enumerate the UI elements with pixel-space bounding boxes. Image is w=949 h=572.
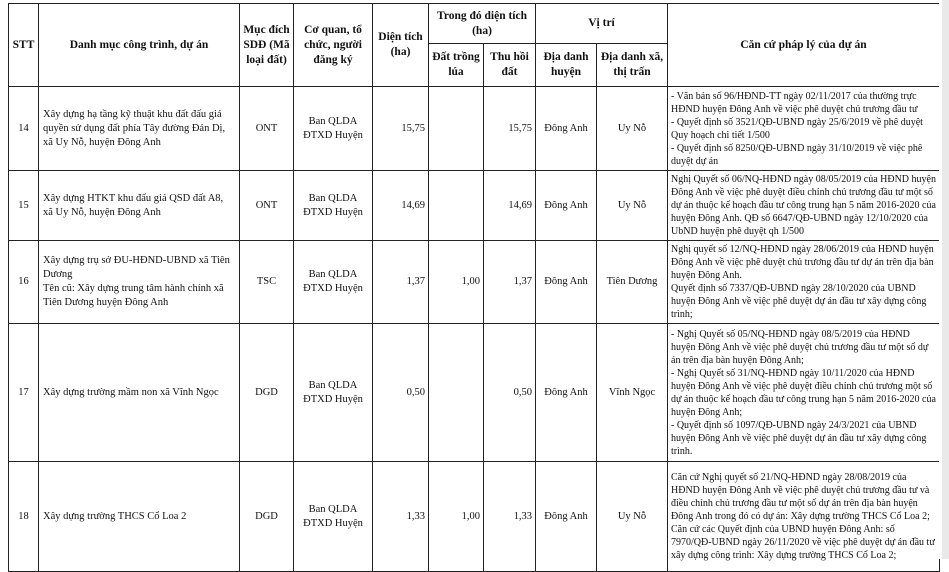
cell-stt: 15 xyxy=(9,171,39,241)
header-purpose: Mục đích SDĐ (Mã loại đất) xyxy=(240,4,294,87)
legal-line: - Nghị Quyết số 31/NQ-HĐND ngày 10/11/2020 của HĐND huyện Đông Anh về việc phê duyệt điều chỉnh chủ trương một số dự án thuộc kế hoạch đầu tư công trung hạn 5 năm 2016-2020 của huyện Đông Anh; xyxy=(671,367,936,418)
project-table xyxy=(8,3,940,572)
header-location-group: Vị trí xyxy=(536,4,668,44)
cell-project: Xây dựng trường THCS Cổ Loa 2 xyxy=(39,462,240,572)
cell-project: Xây dựng trường mầm non xã Vĩnh Ngọc xyxy=(39,324,240,462)
legal-line: Căn cứ các Quyết định của UBND huyện Đông Anh: số 7970/QĐ-UBND ngày 26/11/2020 về việc phê duyệt dự án đầu tư xây dựng công trình: Xây dựng trường THCS Cổ Loa 2; xyxy=(671,524,935,561)
legal-line: Quyết định số 7337/QĐ-UBND ngày 28/10/2020 của UBND huyện Đông Anh về việc phê duyệt dự án đầu tư xây dựng công trình; xyxy=(671,283,927,320)
project-title: Xây dựng trụ sở ĐU-HĐND-UBND xã Tiên Dương xyxy=(43,255,230,280)
table-row xyxy=(9,462,940,572)
header-area-group: Trong đó diện tích (ha) xyxy=(429,4,536,44)
cell-purpose: DGD xyxy=(240,324,294,462)
cell-agency: Ban QLDA ĐTXD Huyện xyxy=(294,87,373,171)
legal-line: Nghị Quyết số 06/NQ-HĐND ngày 08/05/2019 của HĐND huyện Đông Anh về việc phê duyệt điều chỉnh chủ trương đầu tư một số dự án thuộc kế hoạch đầu tư công trung hạn 5 năm 2016-2020 của huyện Đông Anh. QĐ số 6647/QĐ-UBND ngày 12/10/2020 của UbND huyện phê duyệt qh 1/500 xyxy=(671,174,936,237)
cell-recovered: 14,69 xyxy=(484,171,536,241)
cell-legal-basis xyxy=(668,324,940,462)
cell-legal-basis xyxy=(668,462,940,572)
cell-recovered: 15,75 xyxy=(484,87,536,171)
cell-commune: Uy Nỗ xyxy=(597,171,668,241)
header-recovered: Thu hồi đất xyxy=(484,44,536,87)
header-rice-land: Đất trồng lúa xyxy=(429,44,484,87)
cell-stt: 18 xyxy=(9,462,39,572)
legal-line: - Quyết định số 3521/QĐ-UBND ngày 25/6/2019 về phê duyệt Quy hoạch chi tiết 1/500 xyxy=(671,116,923,141)
legal-line: - Nghị Quyết số 05/NQ-HĐND ngày 08/5/2019 của HĐND huyện Đông Anh về việc phê duyệt chủ trương đầu tư một số dự án trên địa bàn huyện Đông Anh; xyxy=(671,328,929,366)
cell-recovered: 1,37 xyxy=(484,241,536,324)
cell-district: Đông Anh xyxy=(536,324,597,462)
project-old-name: Tên cũ: Xây dựng trung tâm hành chính xã Tiên Dương huyện Đông Anh xyxy=(43,283,224,308)
cell-purpose: ONT xyxy=(240,87,294,171)
cell-legal-basis xyxy=(668,241,940,324)
cell-agency: Ban QLDA ĐTXD Huyện xyxy=(294,241,373,324)
header-stt: STT xyxy=(9,4,39,87)
header-agency: Cơ quan, tổ chức, người đăng ký xyxy=(294,4,373,87)
cell-purpose: TSC xyxy=(240,241,294,324)
cell-legal-basis xyxy=(668,171,940,241)
cell-purpose: DGD xyxy=(240,462,294,572)
cell-stt: 14 xyxy=(9,87,39,171)
cell-recovered: 0,50 xyxy=(484,324,536,462)
cell-project: Xây dựng HTKT khu đấu giá QSD đất A8, xã Uy Nỗ, huyện Đông Anh xyxy=(39,171,240,241)
cell-project: Xây dựng hạ tầng kỹ thuật khu đất đấu giá quyền sử dụng đất phía Tây đường Đản Dị, xã Uy Nỗ, huyện Đông Anh xyxy=(39,87,240,171)
cell-rice-land: 1,00 xyxy=(429,241,484,324)
cell-recovered: 1,33 xyxy=(484,462,536,572)
cell-legal-basis xyxy=(668,87,940,171)
cell-area: 1,37 xyxy=(373,241,429,324)
cell-stt: 17 xyxy=(9,324,39,462)
cell-stt: 16 xyxy=(9,241,39,324)
header-area: Diện tích (ha) xyxy=(373,4,429,87)
cell-district: Đông Anh xyxy=(536,87,597,171)
cell-rice-land xyxy=(429,87,484,171)
cell-district: Đông Anh xyxy=(536,171,597,241)
cell-commune: Uy Nỗ xyxy=(597,87,668,171)
land-use-project-table-sheet xyxy=(8,3,940,572)
table-row xyxy=(9,324,940,462)
cell-commune: Uy Nỗ xyxy=(597,462,668,572)
cell-commune: Tiên Dương xyxy=(597,241,668,324)
table-row xyxy=(9,241,940,324)
header-district: Địa danh huyện xyxy=(536,44,597,87)
cell-district: Đông Anh xyxy=(536,241,597,324)
cell-area: 0,50 xyxy=(373,324,429,462)
header-commune: Địa danh xã, thị trấn xyxy=(597,44,668,87)
cell-agency: Ban QLDA ĐTXD Huyện xyxy=(294,171,373,241)
cell-commune: Vĩnh Ngọc xyxy=(597,324,668,462)
legal-line: Căn cứ Nghị quyết số 21/NQ-HĐND ngày 28/08/2019 của HĐND huyện Đông Anh về việc phê duyệt chủ trương đầu tư và điều chỉnh chủ trương đầu tư một số dự án trên địa bàn huyện Đông Anh trong đó có dự án: Xây dựng trường THCS Cổ Loa 2; xyxy=(671,472,930,522)
table-row xyxy=(9,171,940,241)
table-row xyxy=(9,87,940,171)
header-project: Danh mục công trình, dự án xyxy=(39,4,240,87)
cell-area: 1,33 xyxy=(373,462,429,572)
legal-line: - Quyết định số 1097/QĐ-UBND ngày 24/3/2021 của UBND huyện Đông Anh về việc phê duyệt dự án đầu tư xây dựng công trình. xyxy=(671,419,927,457)
page-edge-scrollbar xyxy=(939,0,949,559)
cell-rice-land: 1,00 xyxy=(429,462,484,572)
legal-line: - Quyết định số 8250/QĐ-UBND ngày 31/10/2019 về việc phê duyệt dự án xyxy=(671,142,923,167)
header-legal-basis: Căn cứ pháp lý của dự án xyxy=(668,4,940,87)
legal-line: - Văn bản số 96/HĐND-TT ngày 02/11/2017 của thường trực HĐND huyện Đông Anh về việc phê duyệt chủ trương đầu tư xyxy=(671,90,918,115)
cell-area: 15,75 xyxy=(373,87,429,171)
cell-agency: Ban QLDA ĐTXD Huyện xyxy=(294,462,373,572)
legal-line: Nghị quyết số 12/NQ-HĐND ngày 28/06/2019 của HĐND huyện Đông Anh về việc phê duyệt chủ trương đầu tư dự án trên địa bàn huyện Đông Anh. xyxy=(671,244,934,281)
cell-area: 14,69 xyxy=(373,171,429,241)
cell-purpose: ONT xyxy=(240,171,294,241)
cell-rice-land xyxy=(429,324,484,462)
cell-agency: Ban QLDA ĐTXD Huyện xyxy=(294,324,373,462)
cell-district: Đông Anh xyxy=(536,462,597,572)
cell-rice-land xyxy=(429,171,484,241)
cell-project xyxy=(39,241,240,324)
